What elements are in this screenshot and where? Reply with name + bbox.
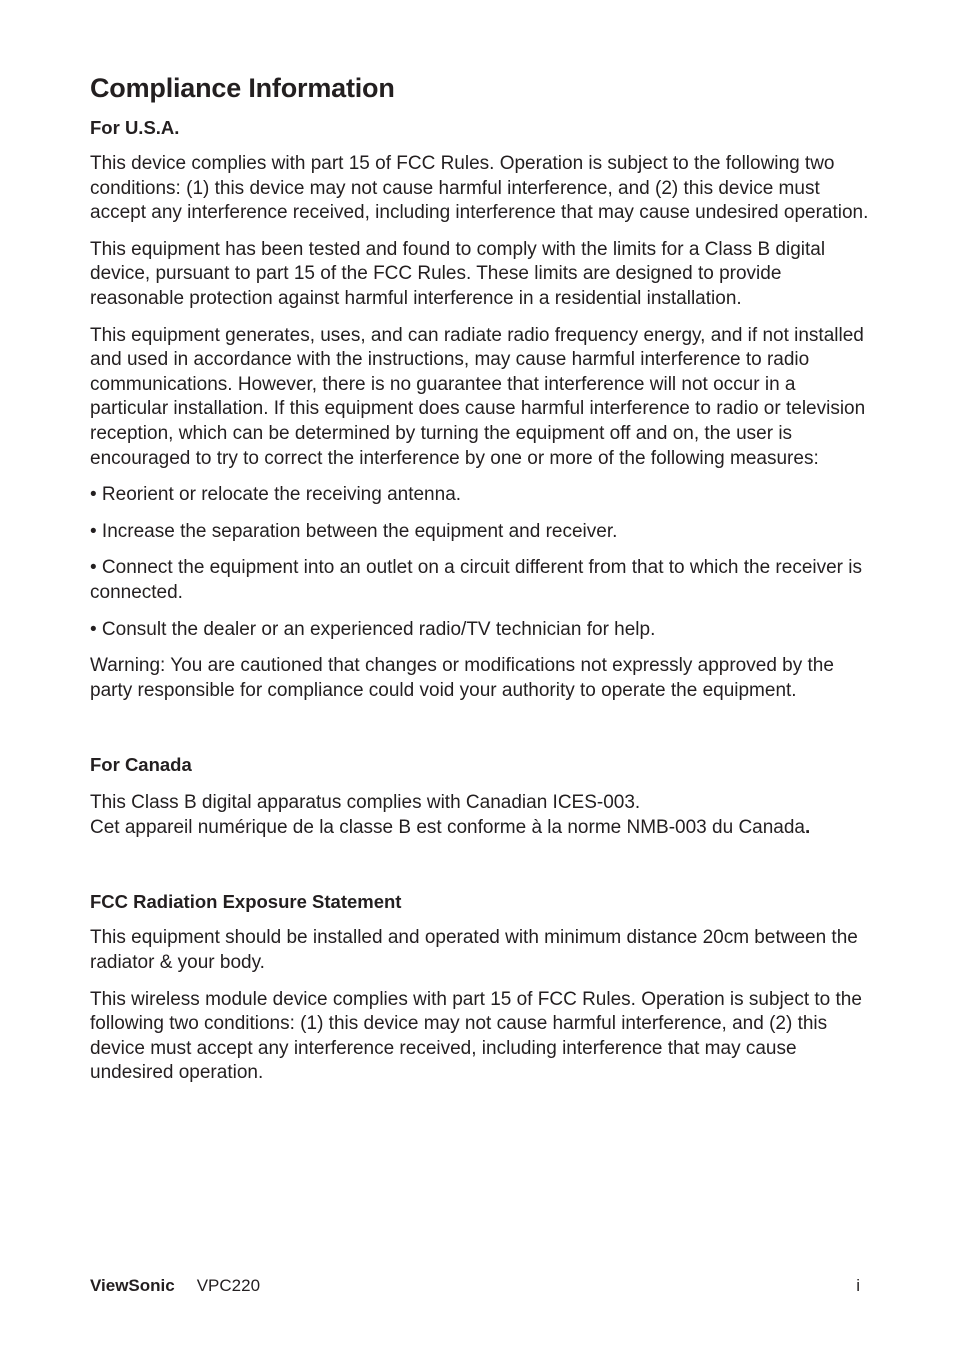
fcc-radiation-paragraph-2: This wireless module device complies with part 15 of FCC Rules. Operation is subject to the following two conditions: (1) this device may not cause harmful interference, and (2) this device must accept any interference received, including interference that may cause undesired operation. [90, 988, 862, 1084]
bullet-item: • Increase the separation between the equipment and receiver. [90, 520, 618, 542]
usa-paragraph-1: This device complies with part 15 of FCC Rules. Operation is subject to the following two conditions: (1) this device may not cause harmful interference, and (2) this device must accept any interference received, including interference that may cause undesired operation. [90, 153, 869, 224]
document-page [90, 70, 870, 1086]
bullet-item: • Connect the equipment into an outlet on a circuit different from that to which the receiver is connected. [90, 557, 862, 603]
fcc-radiation-heading: FCC Radiation Exposure Statement [90, 891, 402, 913]
page-footer [90, 1275, 860, 1297]
page-number: i [856, 1276, 860, 1295]
page-title: Compliance Information [90, 73, 395, 103]
bullet-item: • Reorient or relocate the receiving antenna. [90, 484, 462, 506]
usa-paragraph-2: This equipment has been tested and found to comply with the limits for a Class B digital device, pursuant to part 15 of the FCC Rules. These limits are designed to provide reasonable protection against harmful interference in a residential installation. [90, 238, 826, 309]
canada-line-2-text: Cet appareil numérique de la classe B est conforme à la norme NMB-003 du Canada [90, 816, 805, 838]
bullet-item: • Consult the dealer or an experienced radio/TV technician for help. [90, 618, 656, 640]
canada-line-2-period: . [805, 816, 811, 838]
warning-paragraph: Warning: You are cautioned that changes or modifications not expressly approved by the party responsible for compliance could void your authority to operate the equipment. [90, 655, 834, 701]
footer-brand: ViewSonic [90, 1276, 175, 1295]
canada-line-2 [90, 816, 870, 841]
canada-line-1: This Class B digital apparatus complies with Canadian ICES-003. [90, 792, 641, 814]
footer-model: VPC220 [196, 1276, 261, 1295]
canada-heading: For Canada [90, 754, 192, 776]
usa-paragraph-3: This equipment generates, uses, and can radiate radio frequency energy, and if not installed and used in accordance with the instructions, may cause harmful interference to radio communications. However, there is no guarantee that interference will not occur in a particular installation. If this equipment does cause harmful interference to radio or television reception, which can be determined by turning the equipment off and on, the user is encouraged to try to correct the interference by one or more of the following measures: [90, 324, 866, 469]
fcc-radiation-paragraph-1: This equipment should be installed and operated with minimum distance 20cm between the radiator & your body. [90, 927, 858, 974]
usa-heading: For U.S.A. [90, 117, 180, 138]
